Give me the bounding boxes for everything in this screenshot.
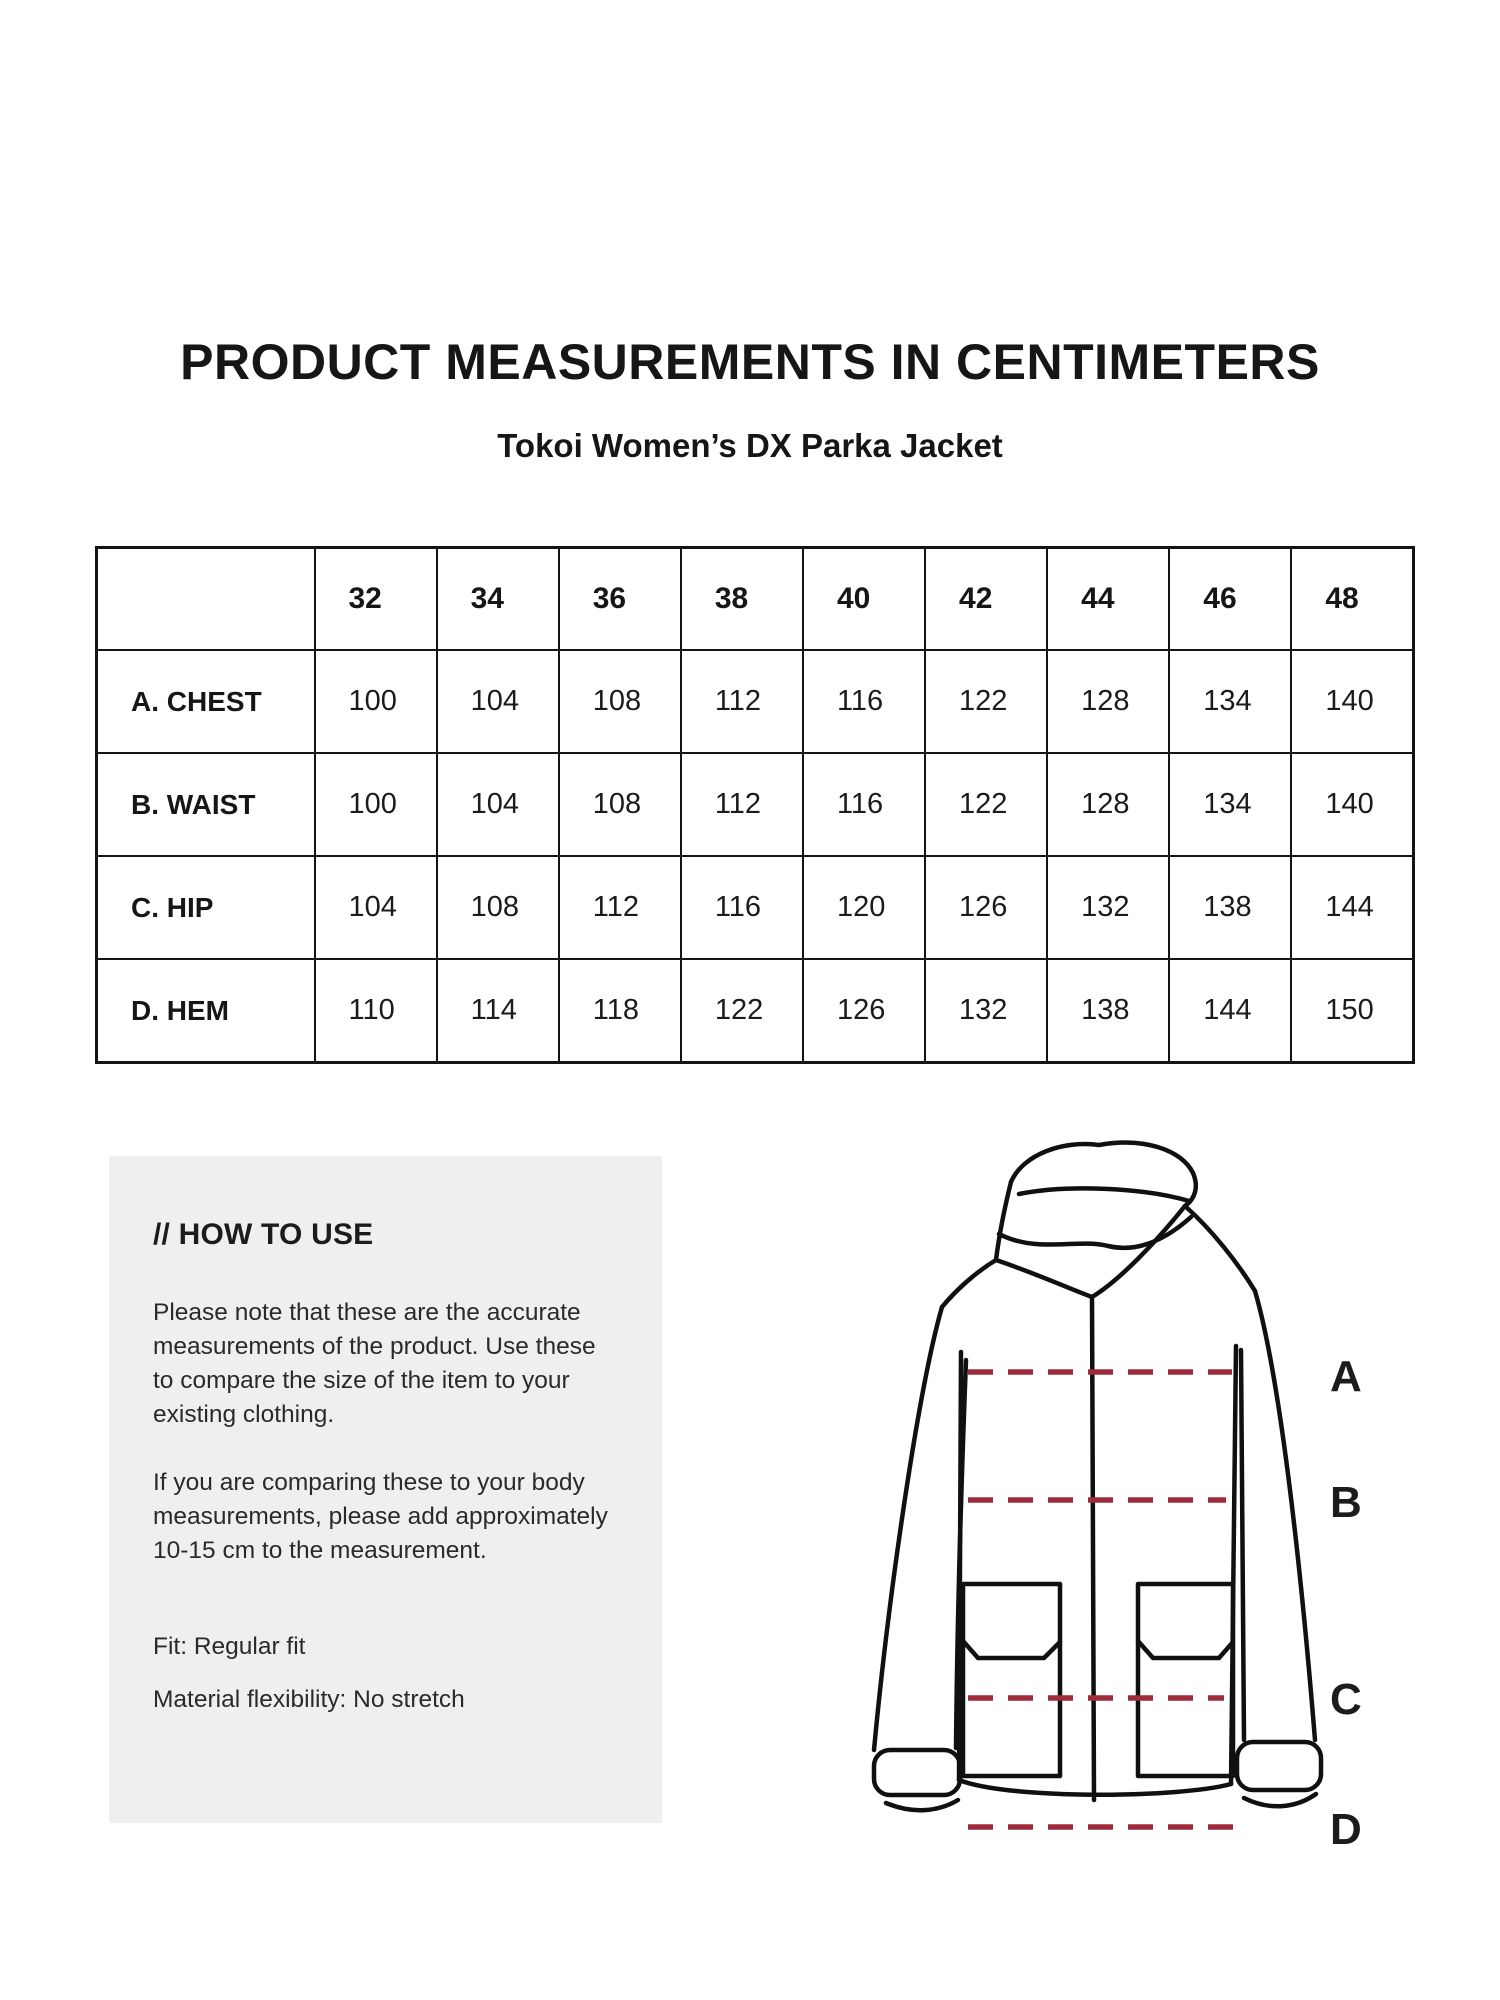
row-label: B. WAIST xyxy=(97,753,315,856)
measurement-lines xyxy=(968,1372,1244,1827)
table-row-chest xyxy=(97,650,1414,753)
size-cell: 144 xyxy=(1291,856,1413,959)
size-header-row xyxy=(97,548,1414,651)
size-cell: 114 xyxy=(437,959,559,1063)
size-cell: 116 xyxy=(681,856,803,959)
size-cell: 108 xyxy=(559,650,681,753)
how-to-use-panel xyxy=(109,1156,662,1823)
how-to-use-paragraph: Please note that these are the accurate measurements of the product. Use these to compare the size of the item to your existing clothing. xyxy=(153,1299,596,1428)
corner-cell xyxy=(97,548,315,651)
size-cell: 108 xyxy=(437,856,559,959)
size-col-header: 44 xyxy=(1047,548,1169,651)
size-col-header: 42 xyxy=(925,548,1047,651)
row-label: C. HIP xyxy=(97,856,315,959)
table-row-hip xyxy=(97,856,1414,959)
size-cell: 116 xyxy=(803,753,925,856)
size-cell: 118 xyxy=(559,959,681,1063)
size-cell: 138 xyxy=(1169,856,1291,959)
size-col-header: 40 xyxy=(803,548,925,651)
size-cell: 104 xyxy=(315,856,437,959)
size-cell: 116 xyxy=(803,650,925,753)
table-row-waist xyxy=(97,753,1414,856)
size-cell: 112 xyxy=(681,650,803,753)
material-note: Material flexibility: No stretch xyxy=(153,1686,465,1713)
size-cell: 104 xyxy=(437,753,559,856)
size-col-header: 46 xyxy=(1169,548,1291,651)
size-cell: 140 xyxy=(1291,650,1413,753)
size-cell: 112 xyxy=(559,856,681,959)
size-cell: 104 xyxy=(437,650,559,753)
size-cell: 112 xyxy=(681,753,803,856)
how-to-use-paragraph: If you are comparing these to your body measurements, please add approximately 10-15 cm to the measurement. xyxy=(153,1469,608,1564)
page-subtitle: Tokoi Women’s DX Parka Jacket xyxy=(497,427,1003,464)
size-col-header: 36 xyxy=(559,548,681,651)
size-cell: 126 xyxy=(803,959,925,1063)
row-label: D. HEM xyxy=(97,959,315,1063)
size-cell: 110 xyxy=(315,959,437,1063)
row-label: A. CHEST xyxy=(97,650,315,753)
measurement-label-a: A xyxy=(1330,1352,1362,1401)
size-cell: 122 xyxy=(681,959,803,1063)
size-cell: 100 xyxy=(315,650,437,753)
size-cell: 120 xyxy=(803,856,925,959)
size-cell: 140 xyxy=(1291,753,1413,856)
parka-sketch-icon xyxy=(640,1100,1420,1900)
size-col-header: 32 xyxy=(315,548,437,651)
size-col-header: 34 xyxy=(437,548,559,651)
size-cell: 134 xyxy=(1169,650,1291,753)
size-cell: 150 xyxy=(1291,959,1413,1063)
size-cell: 100 xyxy=(315,753,437,856)
measurement-label-b: B xyxy=(1330,1478,1362,1527)
size-cell: 132 xyxy=(925,959,1047,1063)
size-cell: 132 xyxy=(1047,856,1169,959)
size-cell: 108 xyxy=(559,753,681,856)
size-cell: 128 xyxy=(1047,753,1169,856)
jacket-diagram xyxy=(640,1100,1420,1900)
size-table xyxy=(95,546,1415,1064)
size-cell: 134 xyxy=(1169,753,1291,856)
jacket-outline xyxy=(874,1143,1321,1811)
size-cell: 128 xyxy=(1047,650,1169,753)
measurement-label-c: C xyxy=(1330,1675,1362,1724)
size-cell: 122 xyxy=(925,753,1047,856)
size-cell: 144 xyxy=(1169,959,1291,1063)
fit-note: Fit: Regular fit xyxy=(153,1633,306,1660)
size-cell: 138 xyxy=(1047,959,1169,1063)
size-col-header: 38 xyxy=(681,548,803,651)
how-to-use-heading: // HOW TO USE xyxy=(153,1218,374,1251)
size-col-header: 48 xyxy=(1291,548,1413,651)
measurement-label-d: D xyxy=(1330,1805,1362,1854)
size-cell: 122 xyxy=(925,650,1047,753)
table-row-hem xyxy=(97,959,1414,1063)
page-title: PRODUCT MEASUREMENTS IN CENTIMETERS xyxy=(180,334,1320,390)
size-cell: 126 xyxy=(925,856,1047,959)
